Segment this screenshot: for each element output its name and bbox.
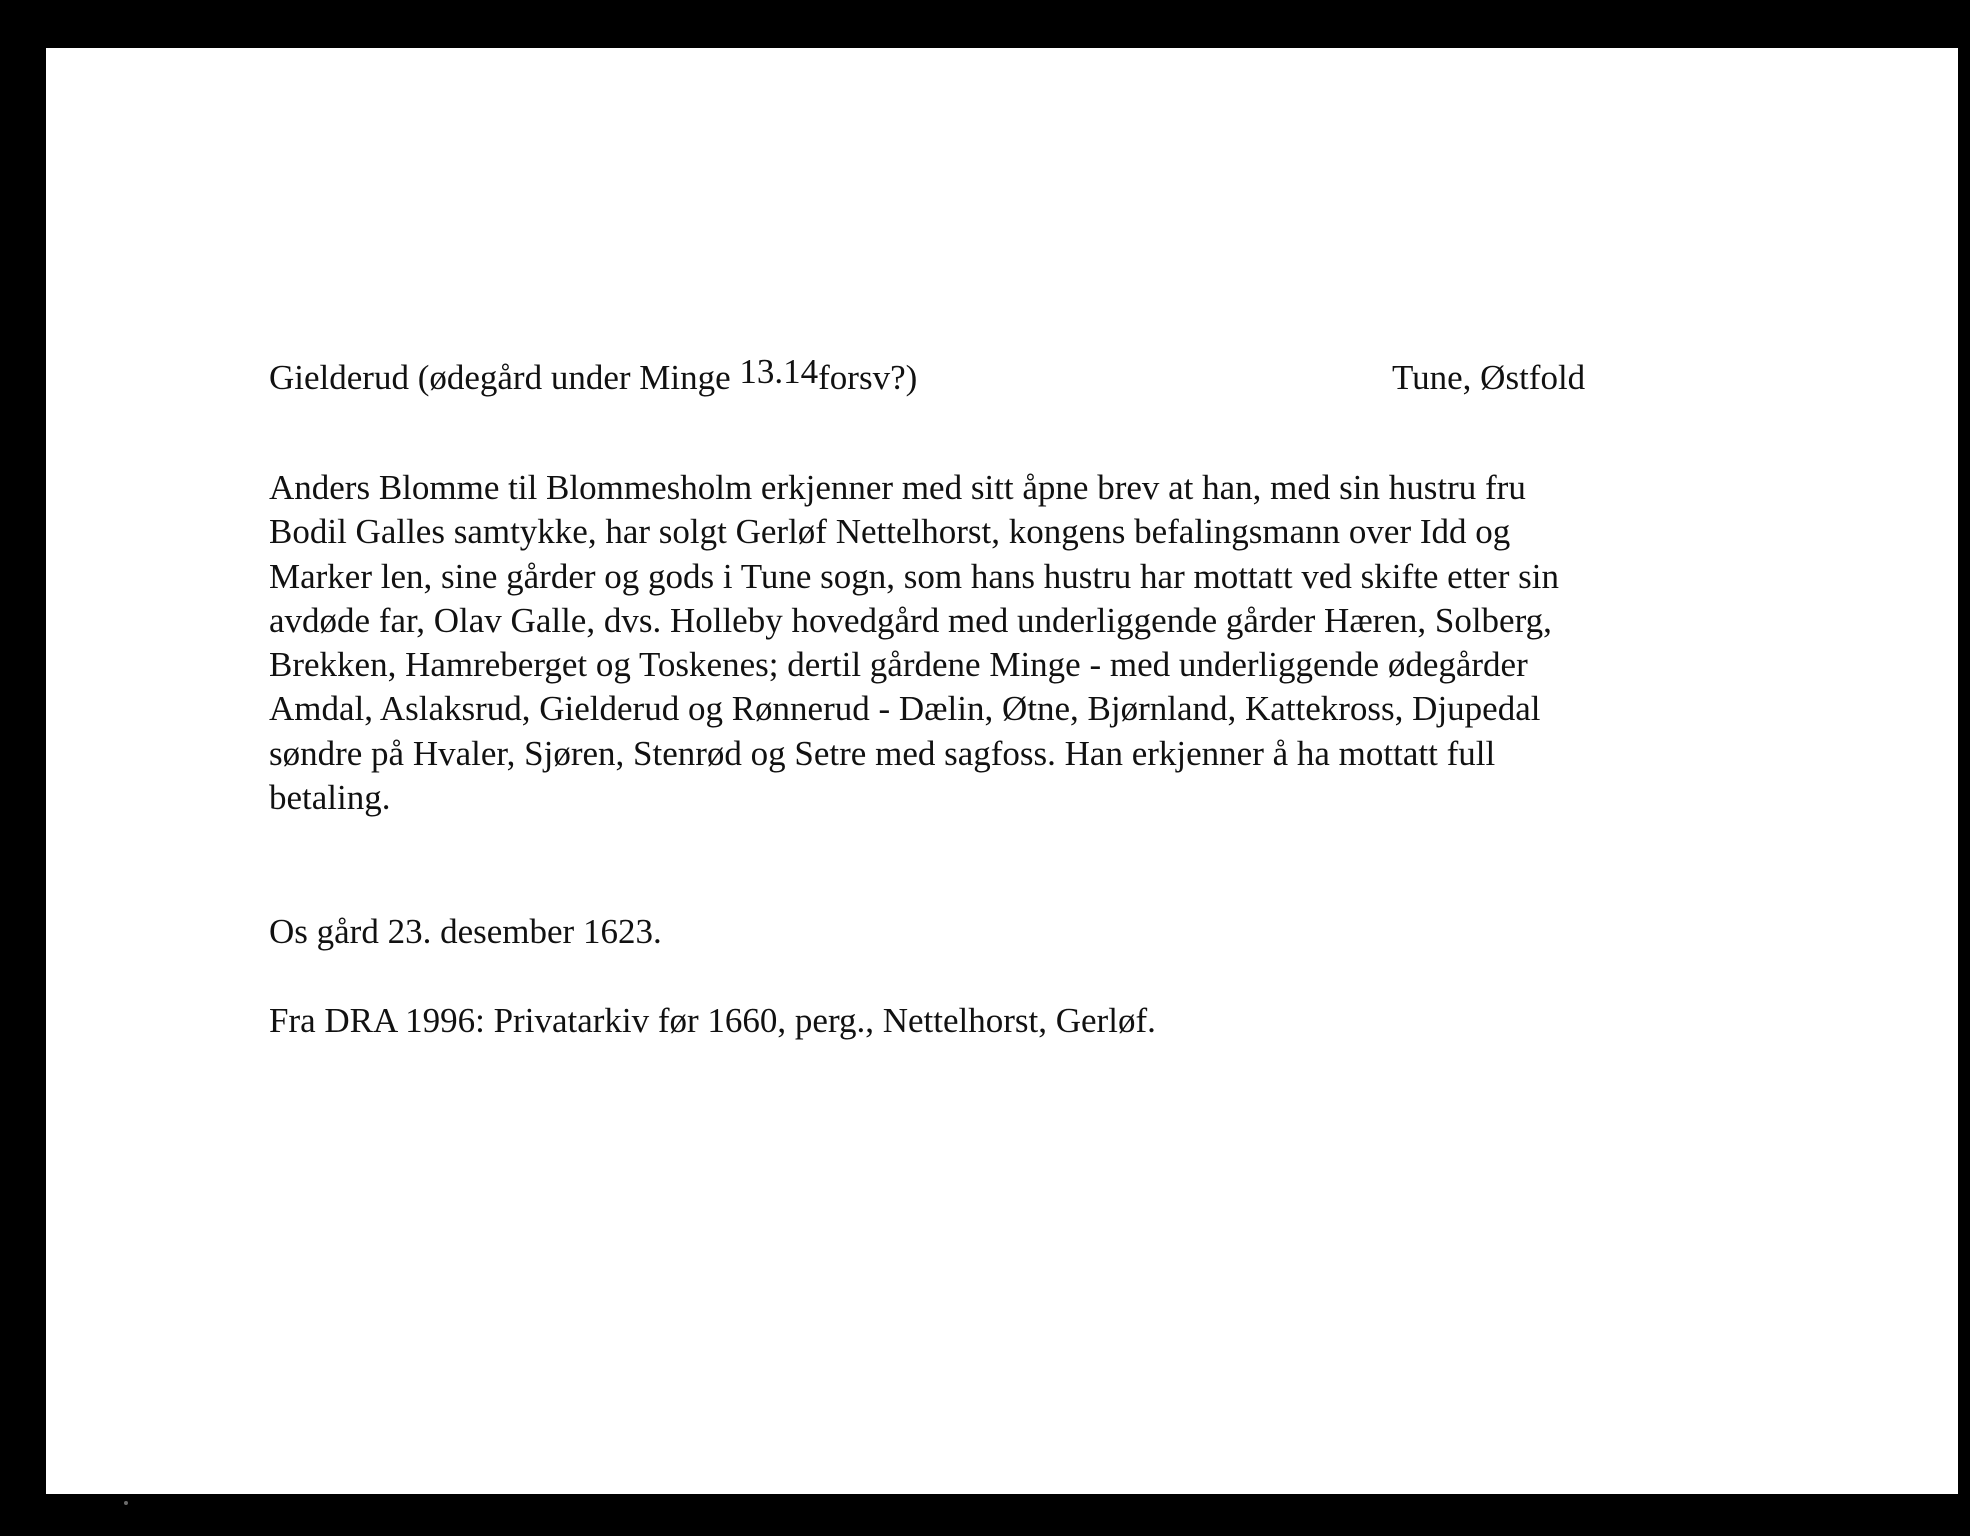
- footnote-reference: 13.14: [739, 352, 819, 391]
- body-line: søndre på Hvaler, Sjøren, Stenrød og Setre med sagfoss. Han erkjenner å ha mottatt full: [269, 733, 1496, 773]
- body-line: avdøde far, Olav Galle, dvs. Holleby hovedgård med underliggende gårder Hæren, Solberg,: [269, 600, 1552, 640]
- document-card: [46, 48, 1958, 1494]
- body-line: Amdal, Aslaksrud, Gielderud og Rønnerud - Dælin, Øtne, Bjørnland, Kattekross, Djupedal: [269, 689, 1541, 729]
- farm-name-heading: [269, 352, 918, 398]
- body-line: Anders Blomme til Blommesholm erkjenner med sitt åpne brev at han, med sin hustru fru: [269, 468, 1526, 507]
- body-line: Marker len, sine gårder og gods i Tune sogn, som hans hustru har mottatt ved skifte etter sin: [269, 556, 1559, 596]
- body-line: betaling.: [269, 778, 391, 818]
- body-line: Brekken, Hamreberget og Toskenes; dertil gårdene Minge - med underliggende ødegårder: [269, 645, 1528, 685]
- body-line: Bodil Galles samtykke, har solgt Gerløf Nettelhorst, kongens befalingsmann over Idd og: [269, 512, 1511, 552]
- document-body: [269, 466, 1709, 820]
- farm-name: Gielderud (ødegård under Minge: [269, 358, 740, 397]
- location-label: Tune, Østfold: [1392, 358, 1586, 397]
- farm-name-suffix: forsv?): [818, 358, 918, 397]
- source-citation: Fra DRA 1996: Privatarkiv før 1660, perg., Nettelhorst, Gerløf.: [269, 1001, 1156, 1040]
- document-heading: [269, 352, 1669, 418]
- scan-speck: [124, 1501, 128, 1505]
- date-place-line: Os gård 23. desember 1623.: [269, 912, 662, 951]
